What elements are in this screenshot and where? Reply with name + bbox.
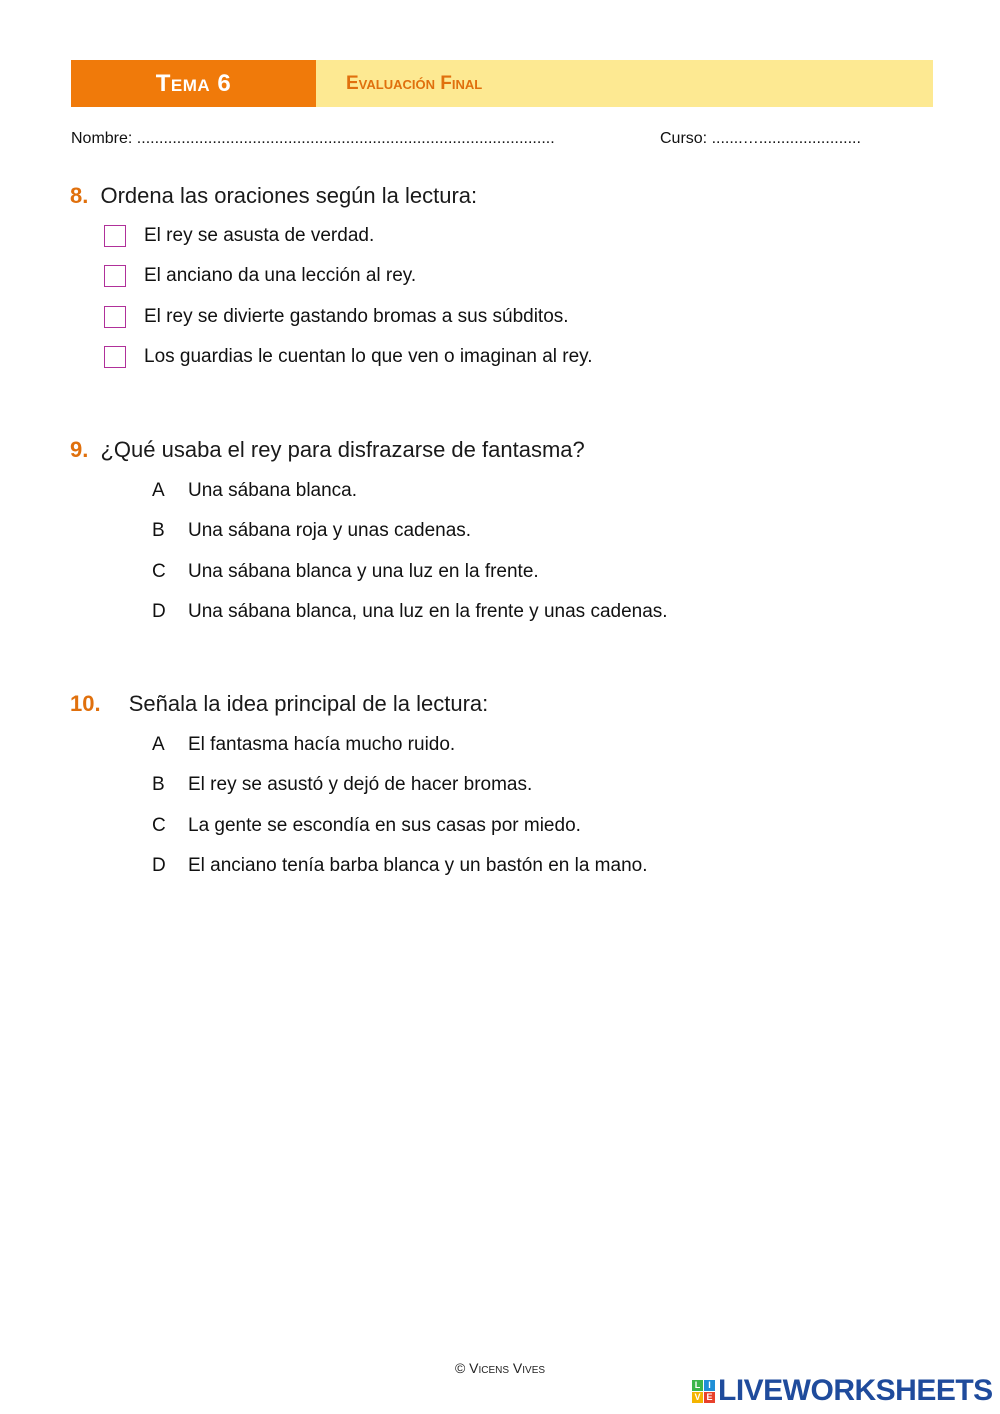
order-item-text: El anciano da una lección al rey.	[144, 265, 417, 286]
order-checkbox[interactable]	[104, 346, 126, 368]
logo-tile: V	[692, 1392, 703, 1403]
answer-option[interactable]	[152, 480, 357, 502]
question-number: 9.	[70, 437, 89, 462]
question-text: Señala la idea principal de la lectura:	[128, 691, 489, 716]
liveworksheets-logo[interactable]	[692, 1374, 993, 1408]
question-text: ¿Qué usaba el rey para disfrazarse de fantasma?	[100, 437, 585, 462]
header-bar	[71, 60, 933, 107]
copyright-notice: © Vicens Vives	[454, 1360, 546, 1376]
option-letter: D	[152, 601, 166, 622]
option-letter: C	[152, 561, 166, 582]
question-10	[70, 691, 488, 717]
option-letter: A	[152, 734, 165, 755]
option-text: El anciano tenía barba blanca y un bastón en la mano.	[188, 855, 648, 876]
order-item-text: El rey se divierte gastando bromas a sus súbditos.	[144, 306, 569, 327]
answer-option[interactable]	[152, 734, 455, 756]
course-field[interactable]: Curso: .......….......................	[660, 130, 861, 147]
answer-option[interactable]	[152, 855, 648, 877]
order-item-text: Los guardias le cuentan lo que ven o imaginan al rey.	[144, 346, 593, 367]
question-8	[70, 183, 477, 209]
question-text: Ordena las oraciones según la lectura:	[100, 183, 478, 208]
option-letter: B	[152, 774, 165, 795]
answer-option[interactable]	[152, 520, 471, 542]
answer-option[interactable]	[152, 561, 539, 583]
evaluation-title: Evaluación Final	[316, 60, 933, 107]
answer-option[interactable]	[152, 774, 532, 796]
option-text: Una sábana blanca y una luz en la frente.	[188, 561, 539, 582]
answer-option[interactable]	[152, 601, 668, 623]
option-letter: C	[152, 815, 166, 836]
option-text: Una sábana blanca.	[188, 480, 358, 501]
order-item	[104, 265, 416, 287]
option-text: Una sábana roja y unas cadenas.	[188, 520, 472, 541]
option-letter: B	[152, 520, 165, 541]
question-number: 10.	[70, 691, 101, 716]
brand-name: LIVEWORKSHEETS	[718, 1374, 993, 1407]
order-checkbox[interactable]	[104, 225, 126, 247]
option-text: Una sábana blanca, una luz en la frente y unas cadenas.	[188, 601, 668, 622]
option-text: La gente se escondía en sus casas por miedo.	[188, 815, 581, 836]
option-text: El rey se asustó y dejó de hacer bromas.	[188, 774, 533, 795]
question-9	[70, 437, 585, 463]
answer-option[interactable]	[152, 815, 581, 837]
logo-grid-icon	[692, 1380, 715, 1403]
option-text: El fantasma hacía mucho ruido.	[188, 734, 456, 755]
order-checkbox[interactable]	[104, 306, 126, 328]
order-item	[104, 306, 569, 328]
order-item-text: El rey se asusta de verdad.	[144, 225, 375, 246]
logo-tile: I	[704, 1380, 715, 1391]
order-item	[104, 346, 593, 368]
logo-tile: E	[704, 1392, 715, 1403]
order-checkbox[interactable]	[104, 265, 126, 287]
question-number: 8.	[70, 183, 89, 208]
option-letter: A	[152, 480, 165, 501]
option-letter: D	[152, 855, 166, 876]
tema-label: Tema 6	[71, 60, 316, 107]
logo-tile: L	[692, 1380, 703, 1391]
name-field[interactable]: Nombre: ..............................................................................................	[71, 130, 555, 147]
order-item	[104, 225, 374, 247]
